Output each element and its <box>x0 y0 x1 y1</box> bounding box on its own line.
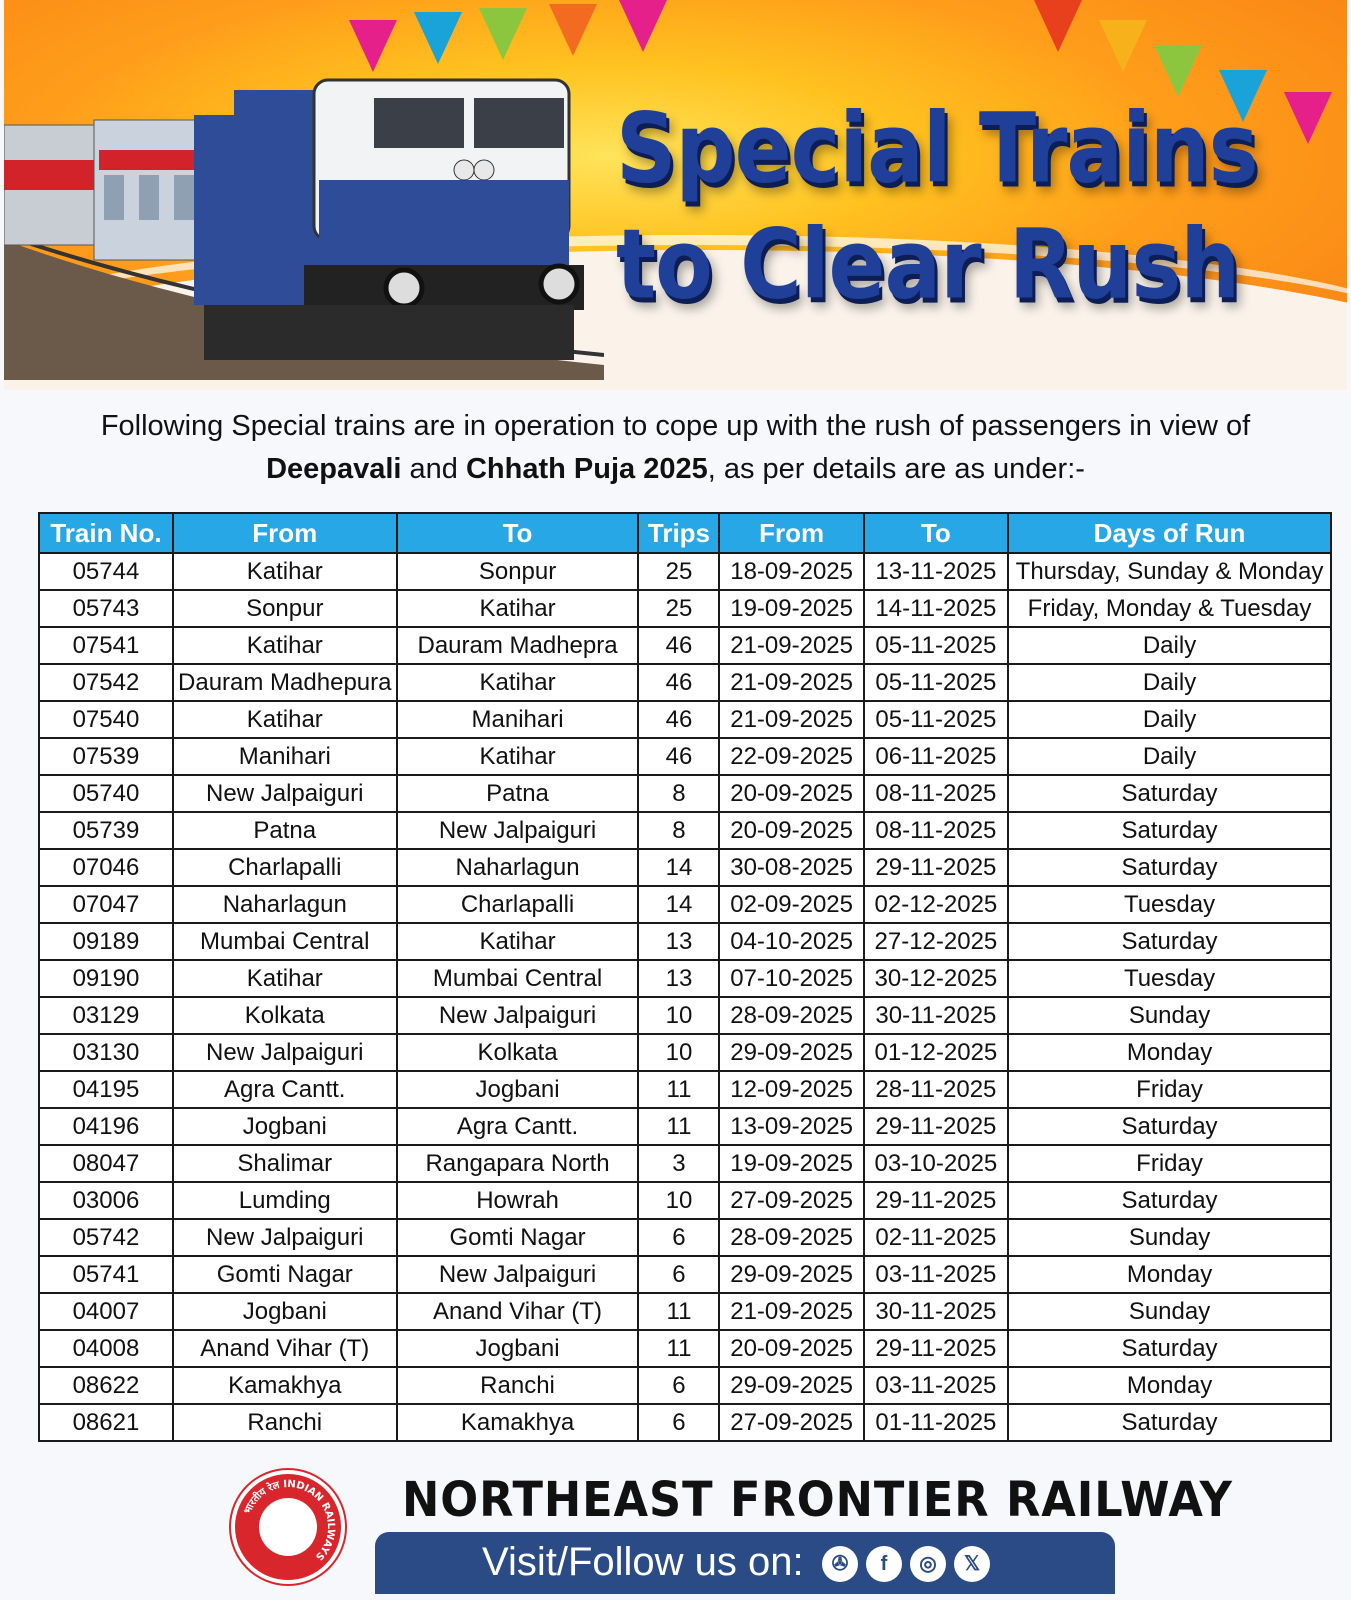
cell-to-date: 13-11-2025 <box>864 553 1008 590</box>
cell-from-station: Lumding <box>173 1182 397 1219</box>
cell-to-station: Charlapalli <box>397 886 639 923</box>
cell-days-of-run: Monday <box>1008 1256 1331 1293</box>
cell-trips: 10 <box>638 1182 719 1219</box>
locomotive-illustration <box>4 30 604 380</box>
cell-to-station: Kolkata <box>397 1034 639 1071</box>
cell-from-date: 19-09-2025 <box>719 1145 863 1182</box>
cell-from-date: 02-09-2025 <box>719 886 863 923</box>
cell-trips: 46 <box>638 738 719 775</box>
table-row <box>39 849 1331 886</box>
cell-from-station: Katihar <box>173 627 397 664</box>
follow-label: Visit/Follow us on: <box>482 1540 804 1584</box>
cell-from-station: New Jalpaiguri <box>173 1219 397 1256</box>
cell-from-date: 04-10-2025 <box>719 923 863 960</box>
cell-to-date: 29-11-2025 <box>864 849 1008 886</box>
cell-days-of-run: Daily <box>1008 738 1331 775</box>
header-to-date: To <box>864 513 1008 553</box>
table-row <box>39 627 1331 664</box>
cell-days-of-run: Daily <box>1008 627 1331 664</box>
cell-trips: 11 <box>638 1330 719 1367</box>
cell-to-date: 08-11-2025 <box>864 812 1008 849</box>
cell-to-station: Dauram Madhepra <box>397 627 639 664</box>
table-row <box>39 923 1331 960</box>
cell-from-station: Shalimar <box>173 1145 397 1182</box>
header-days-of-run: Days of Run <box>1008 513 1331 553</box>
cell-days-of-run: Daily <box>1008 701 1331 738</box>
table-header-row <box>39 513 1331 553</box>
cell-from-station: Mumbai Central <box>173 923 397 960</box>
cell-days-of-run: Daily <box>1008 664 1331 701</box>
cell-from-date: 21-09-2025 <box>719 627 863 664</box>
cell-to-date: 30-12-2025 <box>864 960 1008 997</box>
table-row <box>39 738 1331 775</box>
cell-days-of-run: Saturday <box>1008 1404 1331 1441</box>
instagram-icon[interactable]: ◎ <box>910 1546 946 1582</box>
cell-from-date: 30-08-2025 <box>719 849 863 886</box>
cell-days-of-run: Friday <box>1008 1071 1331 1108</box>
intro-festival-chhath: Chhath Puja 2025 <box>465 453 708 485</box>
cell-to-station: Ranchi <box>397 1367 639 1404</box>
cell-to-date: 30-11-2025 <box>864 997 1008 1034</box>
intro-festival-deepavali: Deepavali <box>266 453 402 485</box>
cell-to-date: 01-11-2025 <box>864 1404 1008 1441</box>
cell-train-no: 05744 <box>39 553 173 590</box>
special-trains-table <box>38 512 1332 1442</box>
cell-from-station: Sonpur <box>173 590 397 627</box>
cell-to-date: 29-11-2025 <box>864 1330 1008 1367</box>
cell-to-date: 28-11-2025 <box>864 1071 1008 1108</box>
cell-trips: 13 <box>638 960 719 997</box>
cell-trips: 3 <box>638 1145 719 1182</box>
table-row <box>39 886 1331 923</box>
cell-train-no: 05740 <box>39 775 173 812</box>
cell-days-of-run: Sunday <box>1008 1293 1331 1330</box>
cell-from-station: Jogbani <box>173 1293 397 1330</box>
cell-to-date: 06-11-2025 <box>864 738 1008 775</box>
cell-days-of-run: Sunday <box>1008 1219 1331 1256</box>
header-from-station: From <box>173 513 397 553</box>
cell-from-date: 21-09-2025 <box>719 664 863 701</box>
cell-train-no: 08622 <box>39 1367 173 1404</box>
cell-trips: 13 <box>638 923 719 960</box>
table-row <box>39 1256 1331 1293</box>
cell-days-of-run: Saturday <box>1008 849 1331 886</box>
cell-to-station: Jogbani <box>397 1071 639 1108</box>
cell-from-date: 27-09-2025 <box>719 1182 863 1219</box>
cell-to-date: 01-12-2025 <box>864 1034 1008 1071</box>
cell-train-no: 07047 <box>39 886 173 923</box>
cell-train-no: 07539 <box>39 738 173 775</box>
cell-to-date: 03-10-2025 <box>864 1145 1008 1182</box>
cell-train-no: 08621 <box>39 1404 173 1441</box>
cell-train-no: 03006 <box>39 1182 173 1219</box>
cell-train-no: 04007 <box>39 1293 173 1330</box>
intro-rest: , as per details are as under:- <box>707 453 1085 485</box>
cell-train-no: 05743 <box>39 590 173 627</box>
cell-to-date: 27-12-2025 <box>864 923 1008 960</box>
cell-to-date: 29-11-2025 <box>864 1108 1008 1145</box>
cell-from-station: Jogbani <box>173 1108 397 1145</box>
cell-to-station: Naharlagun <box>397 849 639 886</box>
table-row <box>39 553 1331 590</box>
cell-to-date: 02-12-2025 <box>864 886 1008 923</box>
cell-trips: 46 <box>638 664 719 701</box>
cell-from-date: 28-09-2025 <box>719 997 863 1034</box>
cell-days-of-run: Saturday <box>1008 812 1331 849</box>
cell-from-date: 28-09-2025 <box>719 1219 863 1256</box>
cell-from-date: 29-09-2025 <box>719 1034 863 1071</box>
cell-from-station: Anand Vihar (T) <box>173 1330 397 1367</box>
bunting-flag <box>1099 20 1147 72</box>
cell-from-station: New Jalpaiguri <box>173 775 397 812</box>
cell-days-of-run: Friday <box>1008 1145 1331 1182</box>
cell-to-station: Patna <box>397 775 639 812</box>
cell-trips: 6 <box>638 1256 719 1293</box>
cell-to-station: New Jalpaiguri <box>397 1256 639 1293</box>
cell-days-of-run: Saturday <box>1008 923 1331 960</box>
table-row <box>39 1034 1331 1071</box>
cell-from-station: Katihar <box>173 553 397 590</box>
cell-trips: 14 <box>638 886 719 923</box>
cell-to-station: Kamakhya <box>397 1404 639 1441</box>
cell-train-no: 05741 <box>39 1256 173 1293</box>
cell-to-station: Katihar <box>397 664 639 701</box>
table-row <box>39 590 1331 627</box>
cell-from-station: Patna <box>173 812 397 849</box>
cell-trips: 6 <box>638 1219 719 1256</box>
cell-trips: 8 <box>638 775 719 812</box>
cell-trips: 11 <box>638 1293 719 1330</box>
railway-name: NORTHEAST FRONTIER RAILWAY <box>402 1472 1233 1528</box>
cell-from-station: Agra Cantt. <box>173 1071 397 1108</box>
cell-train-no: 07540 <box>39 701 173 738</box>
cell-trips: 10 <box>638 997 719 1034</box>
table-row <box>39 1145 1331 1182</box>
table-row <box>39 664 1331 701</box>
x-icon[interactable]: 𝕏 <box>954 1546 990 1582</box>
cell-days-of-run: Monday <box>1008 1367 1331 1404</box>
cell-to-date: 02-11-2025 <box>864 1219 1008 1256</box>
cell-from-date: 21-09-2025 <box>719 1293 863 1330</box>
cell-trips: 25 <box>638 553 719 590</box>
intro-and: and <box>401 453 466 485</box>
festival-banner <box>4 0 1347 390</box>
cell-from-station: Kolkata <box>173 997 397 1034</box>
table-row <box>39 960 1331 997</box>
cell-days-of-run: Thursday, Sunday & Monday <box>1008 553 1331 590</box>
cell-to-date: 05-11-2025 <box>864 664 1008 701</box>
facebook-icon[interactable]: f <box>866 1546 902 1582</box>
intro-line1: Following Special trains are in operation to cope up with the rush of passengers in view of <box>100 410 1251 442</box>
cell-from-station: Manihari <box>173 738 397 775</box>
cell-from-station: New Jalpaiguri <box>173 1034 397 1071</box>
table-row <box>39 1404 1331 1441</box>
cell-from-date: 07-10-2025 <box>719 960 863 997</box>
cell-to-station: Mumbai Central <box>397 960 639 997</box>
cell-train-no: 03130 <box>39 1034 173 1071</box>
table-row <box>39 1108 1331 1145</box>
cell-days-of-run: Friday, Monday & Tuesday <box>1008 590 1331 627</box>
cell-to-station: Rangapara North <box>397 1145 639 1182</box>
cell-train-no: 03129 <box>39 997 173 1034</box>
cell-train-no: 09190 <box>39 960 173 997</box>
cell-days-of-run: Monday <box>1008 1034 1331 1071</box>
cell-from-station: Kamakhya <box>173 1367 397 1404</box>
cell-train-no: 07046 <box>39 849 173 886</box>
banner-title-line2: to Clear Rush <box>616 208 1240 321</box>
cell-days-of-run: Saturday <box>1008 1182 1331 1219</box>
cell-train-no: 08047 <box>39 1145 173 1182</box>
cell-from-station: Katihar <box>173 701 397 738</box>
cell-to-station: Agra Cantt. <box>397 1108 639 1145</box>
cell-trips: 6 <box>638 1367 719 1404</box>
table-row <box>39 775 1331 812</box>
cell-to-date: 05-11-2025 <box>864 627 1008 664</box>
cell-to-date: 03-11-2025 <box>864 1256 1008 1293</box>
cell-from-date: 20-09-2025 <box>719 812 863 849</box>
website-icon[interactable]: ✇ <box>822 1546 858 1582</box>
cell-trips: 46 <box>638 701 719 738</box>
cell-to-station: Anand Vihar (T) <box>397 1293 639 1330</box>
cell-from-station: Charlapalli <box>173 849 397 886</box>
cell-to-date: 30-11-2025 <box>864 1293 1008 1330</box>
cell-to-date: 05-11-2025 <box>864 701 1008 738</box>
cell-to-station: New Jalpaiguri <box>397 997 639 1034</box>
bunting-flag <box>1034 0 1082 52</box>
table-row <box>39 997 1331 1034</box>
cell-from-date: 29-09-2025 <box>719 1256 863 1293</box>
cell-trips: 11 <box>638 1108 719 1145</box>
cell-from-date: 27-09-2025 <box>719 1404 863 1441</box>
table-row <box>39 1071 1331 1108</box>
cell-trips: 14 <box>638 849 719 886</box>
table-row <box>39 1219 1331 1256</box>
table-row <box>39 701 1331 738</box>
cell-to-station: Katihar <box>397 738 639 775</box>
cell-from-date: 19-09-2025 <box>719 590 863 627</box>
cell-from-date: 13-09-2025 <box>719 1108 863 1145</box>
cell-from-date: 29-09-2025 <box>719 1367 863 1404</box>
cell-to-station: Katihar <box>397 590 639 627</box>
cell-trips: 10 <box>638 1034 719 1071</box>
cell-trips: 25 <box>638 590 719 627</box>
cell-to-date: 03-11-2025 <box>864 1367 1008 1404</box>
cell-train-no: 04195 <box>39 1071 173 1108</box>
header-train-no: Train No. <box>39 513 173 553</box>
cell-train-no: 07541 <box>39 627 173 664</box>
intro-paragraph <box>40 405 1311 491</box>
cell-days-of-run: Saturday <box>1008 775 1331 812</box>
header-from-date: From <box>719 513 863 553</box>
table-row <box>39 812 1331 849</box>
cell-days-of-run: Tuesday <box>1008 886 1331 923</box>
cell-to-station: Jogbani <box>397 1330 639 1367</box>
cell-train-no: 05739 <box>39 812 173 849</box>
cell-from-date: 20-09-2025 <box>719 1330 863 1367</box>
cell-from-station: Dauram Madhepura <box>173 664 397 701</box>
cell-trips: 8 <box>638 812 719 849</box>
cell-to-station: Gomti Nagar <box>397 1219 639 1256</box>
cell-trips: 11 <box>638 1071 719 1108</box>
svg-text:भारतीय रेल INDIAN RAILWAYS: भारतीय रेल INDIAN RAILWAYS <box>242 1478 337 1563</box>
emblem-center <box>259 1498 317 1556</box>
bunting-flag <box>1284 92 1332 144</box>
cell-from-date: 22-09-2025 <box>719 738 863 775</box>
cell-from-station: Naharlagun <box>173 886 397 923</box>
cell-to-station: Manihari <box>397 701 639 738</box>
cell-train-no: 04196 <box>39 1108 173 1145</box>
cell-to-date: 29-11-2025 <box>864 1182 1008 1219</box>
cell-train-no: 05742 <box>39 1219 173 1256</box>
cell-to-station: New Jalpaiguri <box>397 812 639 849</box>
indian-railways-emblem <box>235 1474 341 1580</box>
cell-days-of-run: Saturday <box>1008 1108 1331 1145</box>
cell-days-of-run: Sunday <box>1008 997 1331 1034</box>
cell-train-no: 07542 <box>39 664 173 701</box>
bunting-flag <box>619 0 667 52</box>
table-row <box>39 1367 1331 1404</box>
cell-from-date: 12-09-2025 <box>719 1071 863 1108</box>
table-row <box>39 1330 1331 1367</box>
cell-train-no: 09189 <box>39 923 173 960</box>
table-row <box>39 1182 1331 1219</box>
cell-from-station: Gomti Nagar <box>173 1256 397 1293</box>
cell-from-date: 18-09-2025 <box>719 553 863 590</box>
cell-to-station: Howrah <box>397 1182 639 1219</box>
cell-from-station: Katihar <box>173 960 397 997</box>
header-trips: Trips <box>638 513 719 553</box>
cell-from-station: Ranchi <box>173 1404 397 1441</box>
cell-from-date: 21-09-2025 <box>719 701 863 738</box>
cell-to-station: Katihar <box>397 923 639 960</box>
cell-to-date: 08-11-2025 <box>864 775 1008 812</box>
cell-to-station: Sonpur <box>397 553 639 590</box>
cell-to-date: 14-11-2025 <box>864 590 1008 627</box>
banner-title-line1: Special Trains <box>616 92 1258 205</box>
table-row <box>39 1293 1331 1330</box>
bunting-flag <box>1154 45 1202 97</box>
cell-days-of-run: Tuesday <box>1008 960 1331 997</box>
header-to-station: To <box>397 513 639 553</box>
cell-trips: 46 <box>638 627 719 664</box>
cell-train-no: 04008 <box>39 1330 173 1367</box>
cell-trips: 6 <box>638 1404 719 1441</box>
cell-days-of-run: Saturday <box>1008 1330 1331 1367</box>
cell-from-date: 20-09-2025 <box>719 775 863 812</box>
